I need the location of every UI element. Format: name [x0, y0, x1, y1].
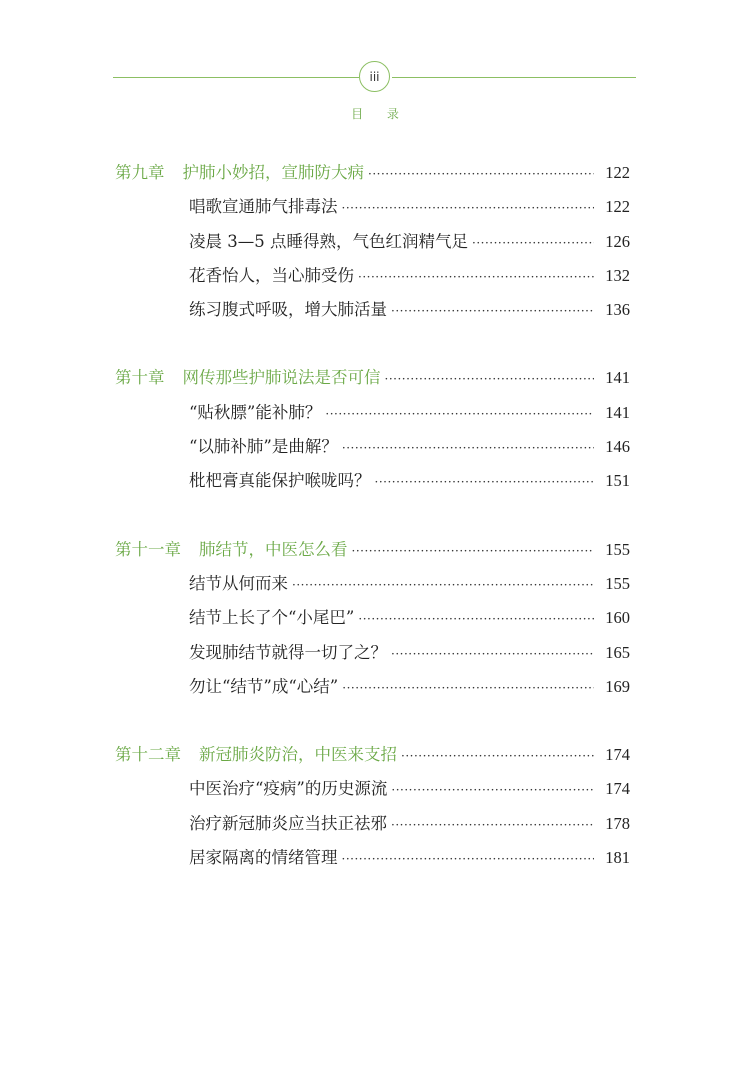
section-title: 结节上长了个“小尾巴” — [189, 608, 355, 628]
section-page: 155 — [605, 573, 630, 593]
page-number-badge — [359, 61, 390, 92]
section-title: 中医治疗“疫病”的历史源流 — [189, 779, 388, 799]
dot-leader — [391, 637, 594, 671]
section-page: 181 — [605, 848, 630, 868]
section-entry[interactable] — [0, 430, 630, 464]
dot-leader — [342, 191, 595, 225]
section-page: 169 — [605, 676, 630, 696]
dot-leader — [391, 773, 594, 807]
chapter-entry[interactable] — [0, 533, 630, 567]
section-entry[interactable] — [0, 293, 630, 327]
section-title: 练习腹式呼吸，增大肺活量 — [189, 300, 387, 320]
section-entry[interactable] — [0, 396, 630, 430]
section-entry[interactable] — [0, 841, 630, 875]
dot-leader — [358, 602, 594, 636]
section-entry[interactable] — [0, 259, 630, 293]
chapter-entry[interactable] — [0, 738, 630, 772]
dot-leader — [385, 362, 595, 396]
chapter-page: 155 — [605, 539, 630, 559]
section-title: 凌晨 3—5 点睡得熟，气色红润精气足 — [189, 231, 468, 251]
section-title: 发现肺结节就得一切了之？ — [189, 642, 387, 662]
dot-leader — [342, 842, 595, 876]
chapter-10 — [0, 361, 750, 498]
section-entry[interactable] — [0, 807, 630, 841]
chapter-label: 第十一章 — [115, 539, 181, 559]
page-number: iii — [369, 69, 380, 84]
chapter-page: 141 — [605, 368, 630, 388]
chapter-9 — [0, 156, 750, 327]
chapter-label: 第十章 — [115, 368, 165, 388]
section-title: “以肺补肺”是曲解？ — [189, 437, 338, 457]
dot-leader — [401, 739, 594, 773]
dot-leader — [352, 534, 595, 568]
chapter-title: 网传那些护肺说法是否可信 — [182, 368, 381, 388]
chapter-entry[interactable] — [0, 361, 630, 395]
section-page: 122 — [605, 197, 630, 217]
chapter-title: 肺结节，中医怎么看 — [199, 539, 348, 559]
chapter-entry[interactable] — [0, 156, 630, 190]
dot-leader — [342, 671, 594, 705]
section-page: 178 — [605, 813, 630, 833]
section-page: 132 — [605, 265, 630, 285]
section-page: 174 — [605, 779, 630, 799]
section-entry[interactable] — [0, 636, 630, 670]
section-page: 141 — [605, 402, 630, 422]
dot-leader — [375, 465, 595, 499]
dot-leader — [342, 431, 594, 465]
section-entry[interactable] — [0, 225, 630, 259]
chapter-title: 新冠肺炎防治，中医来支招 — [199, 745, 397, 765]
header-rule-right — [392, 77, 636, 78]
table-of-contents — [0, 156, 750, 909]
dot-leader — [292, 568, 594, 602]
chapter-12 — [0, 738, 750, 875]
dot-leader — [358, 260, 594, 294]
section-title: 花香怡人，当心肺受伤 — [189, 265, 354, 285]
section-entry[interactable] — [0, 464, 630, 498]
dot-leader — [391, 294, 594, 328]
section-page: 146 — [605, 437, 630, 457]
header-rule-left — [113, 77, 359, 78]
section-title: 结节从何而来 — [189, 573, 288, 593]
section-page: 151 — [605, 471, 630, 491]
section-entry[interactable] — [0, 190, 630, 224]
section-title: 勿让“结节”成“心结” — [189, 676, 339, 696]
chapter-label: 第十二章 — [115, 745, 181, 765]
section-entry[interactable] — [0, 772, 630, 806]
chapter-title: 护肺小妙招，宣肺防大病 — [182, 163, 364, 182]
chapter-page: 174 — [605, 745, 630, 765]
section-page: 136 — [605, 300, 630, 320]
section-page: 165 — [605, 642, 630, 662]
section-title: “贴秋膘”能补肺？ — [189, 402, 322, 422]
section-entry[interactable] — [0, 670, 630, 704]
toc-title: 目 录 — [351, 107, 409, 121]
section-title: 居家隔离的情绪管理 — [189, 848, 338, 868]
dot-leader — [472, 226, 594, 260]
section-title: 唱歌宣通肺气排毒法 — [189, 197, 338, 217]
chapter-page: 122 — [605, 163, 630, 182]
chapter-label: 第九章 — [115, 163, 165, 182]
page-header — [0, 0, 750, 130]
section-entry[interactable] — [0, 567, 630, 601]
section-page: 160 — [605, 608, 630, 628]
chapter-11 — [0, 533, 750, 704]
section-title: 治疗新冠肺炎应当扶正祛邪 — [189, 813, 387, 833]
dot-leader — [391, 808, 594, 842]
section-title: 枇杷膏真能保护喉咙吗？ — [189, 471, 371, 491]
section-page: 126 — [605, 231, 630, 251]
dot-leader — [368, 157, 594, 191]
section-entry[interactable] — [0, 601, 630, 635]
dot-leader — [325, 397, 594, 431]
